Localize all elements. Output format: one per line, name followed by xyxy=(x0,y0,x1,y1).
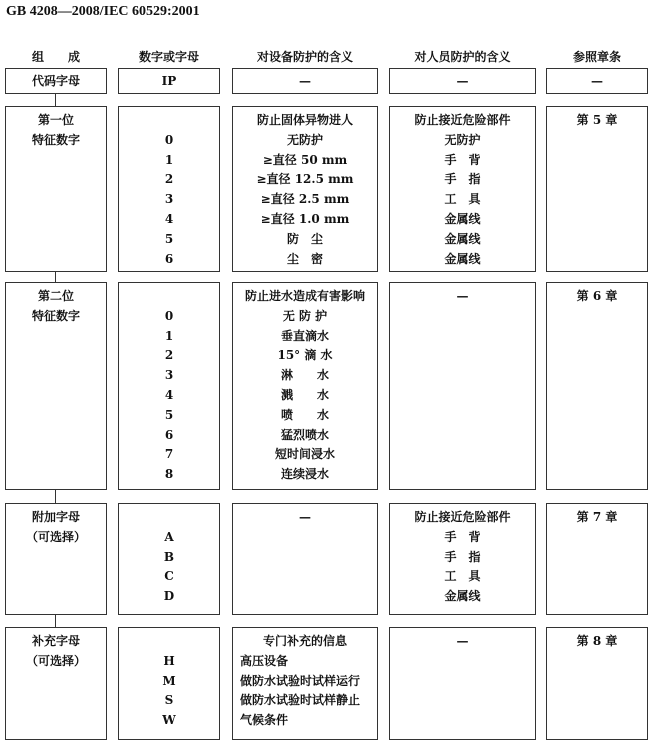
equipment-protection-text: 猛烈喷水 xyxy=(280,427,329,442)
code-value: 7 xyxy=(164,447,174,462)
equipment-protection-text: ≥直径 1.0 mm xyxy=(260,212,350,226)
component-label: 附加字母 xyxy=(31,510,80,524)
code-value: 4 xyxy=(164,388,174,402)
reference-text: 第 5 章 xyxy=(576,113,618,127)
code-value: M xyxy=(162,673,176,688)
code-row-person-protection: — xyxy=(456,74,469,88)
equipment-protection-text: 做防水试验时试样运行 xyxy=(240,673,361,688)
component-label: （可选择） xyxy=(25,529,86,544)
code-value: A xyxy=(164,529,174,544)
section-2-reference-box xyxy=(546,282,648,490)
reference-text: 第 6 章 xyxy=(576,289,618,303)
code-value: 2 xyxy=(164,172,174,187)
code-value: D xyxy=(163,589,175,604)
equipment-protection-text: 防止固体异物进人 xyxy=(256,113,353,127)
equipment-protection-text: 无防护 xyxy=(286,132,323,147)
equipment-protection-text: ≥直径 50 mm xyxy=(262,152,348,167)
code-row-code: IP xyxy=(161,74,177,88)
header-equipment-protection: 对设备防护的含义 xyxy=(256,50,353,64)
person-protection-text: 金属线 xyxy=(444,251,481,266)
connector-line xyxy=(55,490,56,503)
code-value: C xyxy=(164,569,174,584)
component-label: （可选择） xyxy=(25,653,86,668)
equipment-protection-text: 气候条件 xyxy=(240,713,289,728)
code-value: S xyxy=(164,693,174,708)
equipment-protection-text: ≥直径 12.5 mm xyxy=(256,172,354,187)
section-2-person-protection-box xyxy=(389,282,536,490)
equipment-protection-text: 高压设备 xyxy=(240,653,289,668)
header-code: 数字或字母 xyxy=(138,50,199,64)
person-protection-text: 手 背 xyxy=(444,529,481,544)
person-protection-text: 防止接近危险部件 xyxy=(414,510,511,524)
component-label: 特征数字 xyxy=(31,308,80,323)
equipment-protection-text: 防 尘 xyxy=(286,231,323,246)
component-label: 特征数字 xyxy=(31,132,80,147)
document-title: GB 4208—2008/IEC 60529:2001 xyxy=(6,4,200,19)
person-protection-text: 工 具 xyxy=(444,569,481,584)
equipment-protection-text: 防止进水造成有害影响 xyxy=(244,289,365,303)
equipment-protection-text: 淋 水 xyxy=(280,368,329,383)
person-protection-text: 无防护 xyxy=(444,132,481,147)
code-value: 3 xyxy=(164,368,174,383)
equipment-protection-text: 做防水试验时试样静止 xyxy=(240,693,361,708)
code-value: 1 xyxy=(164,328,174,343)
equipment-protection-text: 15° 滴 水 xyxy=(277,348,333,363)
equipment-protection-text: 无 防 护 xyxy=(282,308,328,323)
equipment-protection-text: 喷 水 xyxy=(280,407,329,422)
person-protection-text: 手 指 xyxy=(444,172,481,187)
code-value: 2 xyxy=(164,348,174,363)
code-value: 4 xyxy=(164,212,174,226)
equipment-protection-text: 尘 密 xyxy=(286,251,323,266)
code-value: 6 xyxy=(164,251,174,266)
code-value: B xyxy=(163,549,175,564)
header-reference: 参照章条 xyxy=(572,50,621,64)
code-value: 0 xyxy=(164,132,174,147)
person-protection-text: 金属线 xyxy=(444,212,481,226)
equipment-protection-text: ≥直径 2.5 mm xyxy=(260,192,350,207)
person-protection-text: 手 背 xyxy=(444,152,481,167)
code-row-reference: — xyxy=(591,74,603,88)
component-label: 补充字母 xyxy=(31,634,80,648)
header-person-protection: 对人员防护的含义 xyxy=(414,50,511,64)
header-component: 组 成 xyxy=(31,50,80,64)
code-value: W xyxy=(162,713,176,728)
reference-text: 第 8 章 xyxy=(576,634,618,648)
equipment-protection-text: 连续浸水 xyxy=(280,467,329,482)
equipment-protection-text: 专门补充的信息 xyxy=(262,634,347,648)
equipment-protection-text: 短时间浸水 xyxy=(274,447,335,462)
code-row-component: 代码字母 xyxy=(31,74,80,88)
person-protection-text: — xyxy=(456,634,469,648)
connector-line xyxy=(55,94,56,106)
code-value: H xyxy=(163,653,175,668)
person-protection-text: 金属线 xyxy=(444,589,481,604)
person-protection-text: 金属线 xyxy=(444,231,481,246)
code-row-equipment-protection: — xyxy=(299,74,311,88)
component-label: 第二位 xyxy=(37,289,74,303)
component-label: 第一位 xyxy=(37,113,74,127)
equipment-protection-text: — xyxy=(299,510,311,524)
person-protection-text: — xyxy=(456,289,469,303)
code-value: 5 xyxy=(164,231,174,246)
code-value: 1 xyxy=(164,152,174,167)
person-protection-text: 防止接近危险部件 xyxy=(414,113,511,127)
code-value: 6 xyxy=(164,427,174,442)
connector-line xyxy=(55,615,56,627)
code-value: 3 xyxy=(164,192,174,207)
person-protection-text: 手 指 xyxy=(444,549,481,564)
person-protection-text: 工 具 xyxy=(444,192,481,207)
code-value: 8 xyxy=(164,467,174,482)
code-value: 5 xyxy=(164,407,174,422)
code-value: 0 xyxy=(164,308,174,323)
connector-line xyxy=(55,272,56,282)
reference-text: 第 7 章 xyxy=(576,510,618,524)
section-1-reference-box xyxy=(546,106,648,272)
equipment-protection-text: 溅 水 xyxy=(280,388,329,402)
equipment-protection-text: 垂直滴水 xyxy=(280,328,329,343)
